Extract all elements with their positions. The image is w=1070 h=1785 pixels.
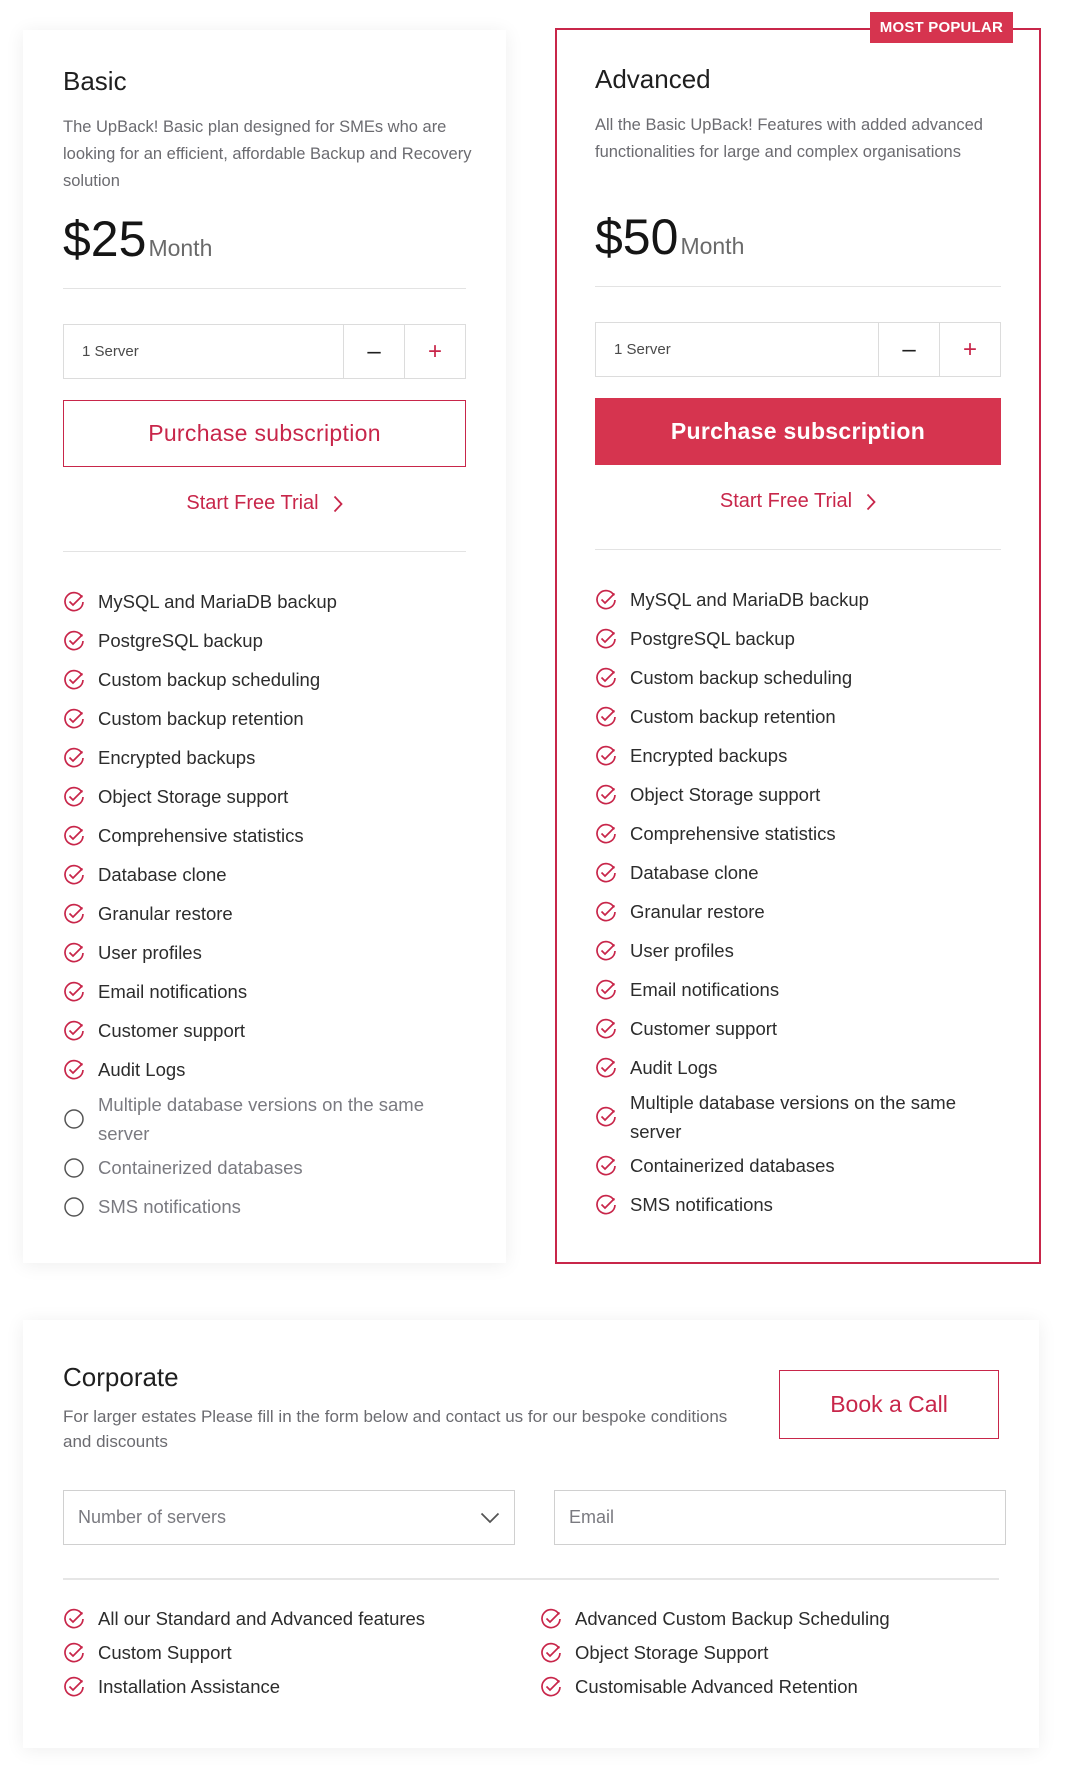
feature-item xyxy=(595,853,1001,892)
feature-label: User profiles xyxy=(630,939,734,961)
check-circle-icon xyxy=(595,667,617,689)
check-circle-icon xyxy=(63,1608,85,1630)
start-free-trial-link[interactable] xyxy=(595,490,1001,513)
plan-price xyxy=(595,208,744,266)
feature-label: Comprehensive statistics xyxy=(98,824,304,846)
check-circle-icon xyxy=(63,786,85,808)
feature-label: Customer support xyxy=(630,1017,778,1039)
divider xyxy=(63,551,466,552)
feature-item xyxy=(63,933,466,972)
check-circle-icon xyxy=(595,823,617,845)
feature-item xyxy=(595,1185,1001,1224)
quantity-value: 1 Server xyxy=(82,343,139,360)
check-circle-icon xyxy=(63,1676,85,1698)
feature-label: PostgreSQL backup xyxy=(98,629,263,651)
divider xyxy=(63,288,466,289)
check-circle-icon xyxy=(63,708,85,730)
check-circle-icon xyxy=(540,1676,562,1698)
trial-label: Start Free Trial xyxy=(719,490,853,512)
check-circle-icon xyxy=(595,784,617,806)
feature-label: All our Standard and Advanced features xyxy=(98,1608,426,1629)
feature-item xyxy=(540,1670,890,1704)
feature-list xyxy=(595,580,1001,1224)
purchase-subscription-button[interactable]: Purchase subscription xyxy=(595,398,1001,465)
feature-label: Database clone xyxy=(98,863,227,885)
feature-label: Object Storage support xyxy=(630,783,821,805)
divider xyxy=(595,286,1001,287)
empty-circle-icon xyxy=(63,1196,85,1218)
check-circle-icon xyxy=(595,745,617,767)
feature-item xyxy=(63,972,466,1011)
feature-item xyxy=(63,1602,425,1636)
feature-label: Custom backup retention xyxy=(98,707,304,729)
plan-description: The UpBack! Basic plan designed for SMEs who are looking for an efficient, affordable Backup and Recovery solution xyxy=(63,118,472,190)
basic-plan-card xyxy=(23,30,506,1263)
check-circle-icon xyxy=(595,1057,617,1079)
check-circle-icon xyxy=(63,864,85,886)
plan-description: All the Basic UpBack! Features with added advanced functionalities for large and complex organisations xyxy=(595,116,983,161)
corporate-plan-card xyxy=(23,1320,1039,1748)
corporate-title: Corporate xyxy=(63,1362,179,1392)
feature-item xyxy=(595,775,1001,814)
feature-item xyxy=(595,1009,1001,1048)
check-circle-icon xyxy=(595,1018,617,1040)
check-circle-icon xyxy=(595,1155,617,1177)
feature-item xyxy=(63,1148,466,1187)
feature-item xyxy=(63,1011,466,1050)
feature-item xyxy=(63,894,466,933)
feature-label: Audit Logs xyxy=(630,1056,718,1078)
price-period: Month xyxy=(680,233,745,259)
feature-label: PostgreSQL backup xyxy=(630,627,795,649)
chevron-down-icon xyxy=(480,1512,500,1524)
feature-label: Containerized databases xyxy=(98,1156,303,1178)
feature-label: Custom backup scheduling xyxy=(98,668,321,690)
check-circle-icon xyxy=(595,1194,617,1216)
server-quantity-stepper xyxy=(595,322,1001,377)
feature-item xyxy=(595,814,1001,853)
feature-item xyxy=(63,582,466,621)
decrement-button[interactable]: – xyxy=(343,325,404,378)
book-a-call-button[interactable]: Book a Call xyxy=(779,1370,999,1439)
divider xyxy=(63,1578,999,1580)
check-circle-icon xyxy=(595,940,617,962)
feature-item xyxy=(63,1636,425,1670)
plan-price xyxy=(63,210,212,268)
check-circle-icon xyxy=(63,630,85,652)
feature-item xyxy=(540,1636,890,1670)
email-placeholder: Email xyxy=(569,1507,615,1527)
feature-label: SMS notifications xyxy=(630,1193,773,1215)
check-circle-icon xyxy=(63,1059,85,1081)
feature-label: Audit Logs xyxy=(98,1058,186,1080)
feature-label: MySQL and MariaDB backup xyxy=(98,590,337,612)
feature-label: MySQL and MariaDB backup xyxy=(630,588,869,610)
feature-label: SMS notifications xyxy=(98,1195,241,1217)
check-circle-icon xyxy=(595,901,617,923)
feature-item xyxy=(595,931,1001,970)
divider xyxy=(595,549,1001,550)
feature-item xyxy=(63,816,466,855)
feature-label: Granular restore xyxy=(630,900,765,922)
feature-item xyxy=(595,736,1001,775)
check-circle-icon xyxy=(63,747,85,769)
feature-label: Customisable Advanced Retention xyxy=(575,1676,858,1697)
feature-list xyxy=(63,582,466,1226)
feature-item xyxy=(595,1048,1001,1087)
feature-label: Database clone xyxy=(630,861,759,883)
feature-label: Object Storage Support xyxy=(575,1642,769,1663)
plan-title: Advanced xyxy=(595,64,711,94)
empty-circle-icon xyxy=(63,1157,85,1179)
feature-label: Custom Support xyxy=(98,1642,232,1663)
price-period: Month xyxy=(148,235,213,261)
feature-label: Object Storage support xyxy=(98,785,289,807)
increment-button[interactable]: + xyxy=(939,323,1000,376)
empty-circle-icon xyxy=(63,1108,85,1130)
feature-label: Multiple database versions on the same server xyxy=(98,1093,424,1144)
feature-item xyxy=(595,970,1001,1009)
check-circle-icon xyxy=(540,1608,562,1630)
feature-label: Custom backup scheduling xyxy=(630,666,853,688)
corporate-feature-list-right xyxy=(540,1602,890,1704)
chevron-right-icon xyxy=(866,493,876,511)
trial-label: Start Free Trial xyxy=(186,492,319,514)
feature-item xyxy=(595,892,1001,931)
check-circle-icon xyxy=(63,1642,85,1664)
most-popular-badge: MOST POPULAR xyxy=(870,12,1013,43)
check-circle-icon xyxy=(63,669,85,691)
check-circle-icon xyxy=(63,981,85,1003)
check-circle-icon xyxy=(595,1106,617,1128)
feature-label: Custom backup retention xyxy=(630,705,836,727)
feature-label: Multiple database versions on the same server xyxy=(630,1091,956,1142)
check-circle-icon xyxy=(595,979,617,1001)
feature-label: User profiles xyxy=(98,941,202,963)
check-circle-icon xyxy=(63,1020,85,1042)
feature-label: Containerized databases xyxy=(630,1154,835,1176)
price-amount: $50 xyxy=(595,209,679,265)
feature-item xyxy=(595,580,1001,619)
feature-label: Email notifications xyxy=(630,978,780,1000)
check-circle-icon xyxy=(63,591,85,613)
feature-label: Comprehensive statistics xyxy=(630,822,836,844)
corporate-feature-list-left xyxy=(63,1602,425,1704)
number-of-servers-select[interactable] xyxy=(63,1490,515,1545)
plan-title: Basic xyxy=(63,66,127,96)
start-free-trial-link[interactable] xyxy=(63,492,466,515)
feature-item xyxy=(595,658,1001,697)
feature-label: Customer support xyxy=(98,1019,246,1041)
feature-item xyxy=(63,1050,466,1089)
feature-label: Encrypted backups xyxy=(98,746,256,768)
feature-item xyxy=(595,1087,1001,1146)
feature-label: Installation Assistance xyxy=(98,1676,281,1697)
check-circle-icon xyxy=(595,628,617,650)
check-circle-icon xyxy=(595,862,617,884)
corporate-description: For larger estates Please fill in the form below and contact us for our bespoke conditions and discounts xyxy=(63,1407,728,1451)
feature-item xyxy=(63,621,466,660)
feature-item xyxy=(595,697,1001,736)
chevron-right-icon xyxy=(333,495,343,513)
check-circle-icon xyxy=(63,825,85,847)
feature-item xyxy=(63,777,466,816)
feature-item xyxy=(63,1089,466,1148)
feature-item xyxy=(63,1187,466,1226)
feature-item xyxy=(595,1146,1001,1185)
feature-item xyxy=(540,1602,890,1636)
feature-item xyxy=(63,699,466,738)
feature-item xyxy=(63,855,466,894)
check-circle-icon xyxy=(595,706,617,728)
feature-label: Email notifications xyxy=(98,980,248,1002)
decrement-button[interactable]: – xyxy=(878,323,939,376)
purchase-subscription-button[interactable]: Purchase subscription xyxy=(63,400,466,467)
feature-item xyxy=(595,619,1001,658)
server-quantity-stepper xyxy=(63,324,466,379)
price-amount: $25 xyxy=(63,211,147,267)
feature-label: Encrypted backups xyxy=(630,744,788,766)
check-circle-icon xyxy=(63,903,85,925)
feature-label: Advanced Custom Backup Scheduling xyxy=(575,1608,890,1629)
quantity-value: 1 Server xyxy=(614,341,671,358)
servers-placeholder: Number of servers xyxy=(78,1507,227,1527)
check-circle-icon xyxy=(540,1642,562,1664)
feature-item xyxy=(63,1670,425,1704)
check-circle-icon xyxy=(63,942,85,964)
feature-label: Granular restore xyxy=(98,902,233,924)
advanced-plan-card xyxy=(555,19,1041,1264)
increment-button[interactable]: + xyxy=(404,325,465,378)
check-circle-icon xyxy=(595,589,617,611)
email-field[interactable] xyxy=(554,1490,1006,1545)
feature-item xyxy=(63,660,466,699)
feature-item xyxy=(63,738,466,777)
